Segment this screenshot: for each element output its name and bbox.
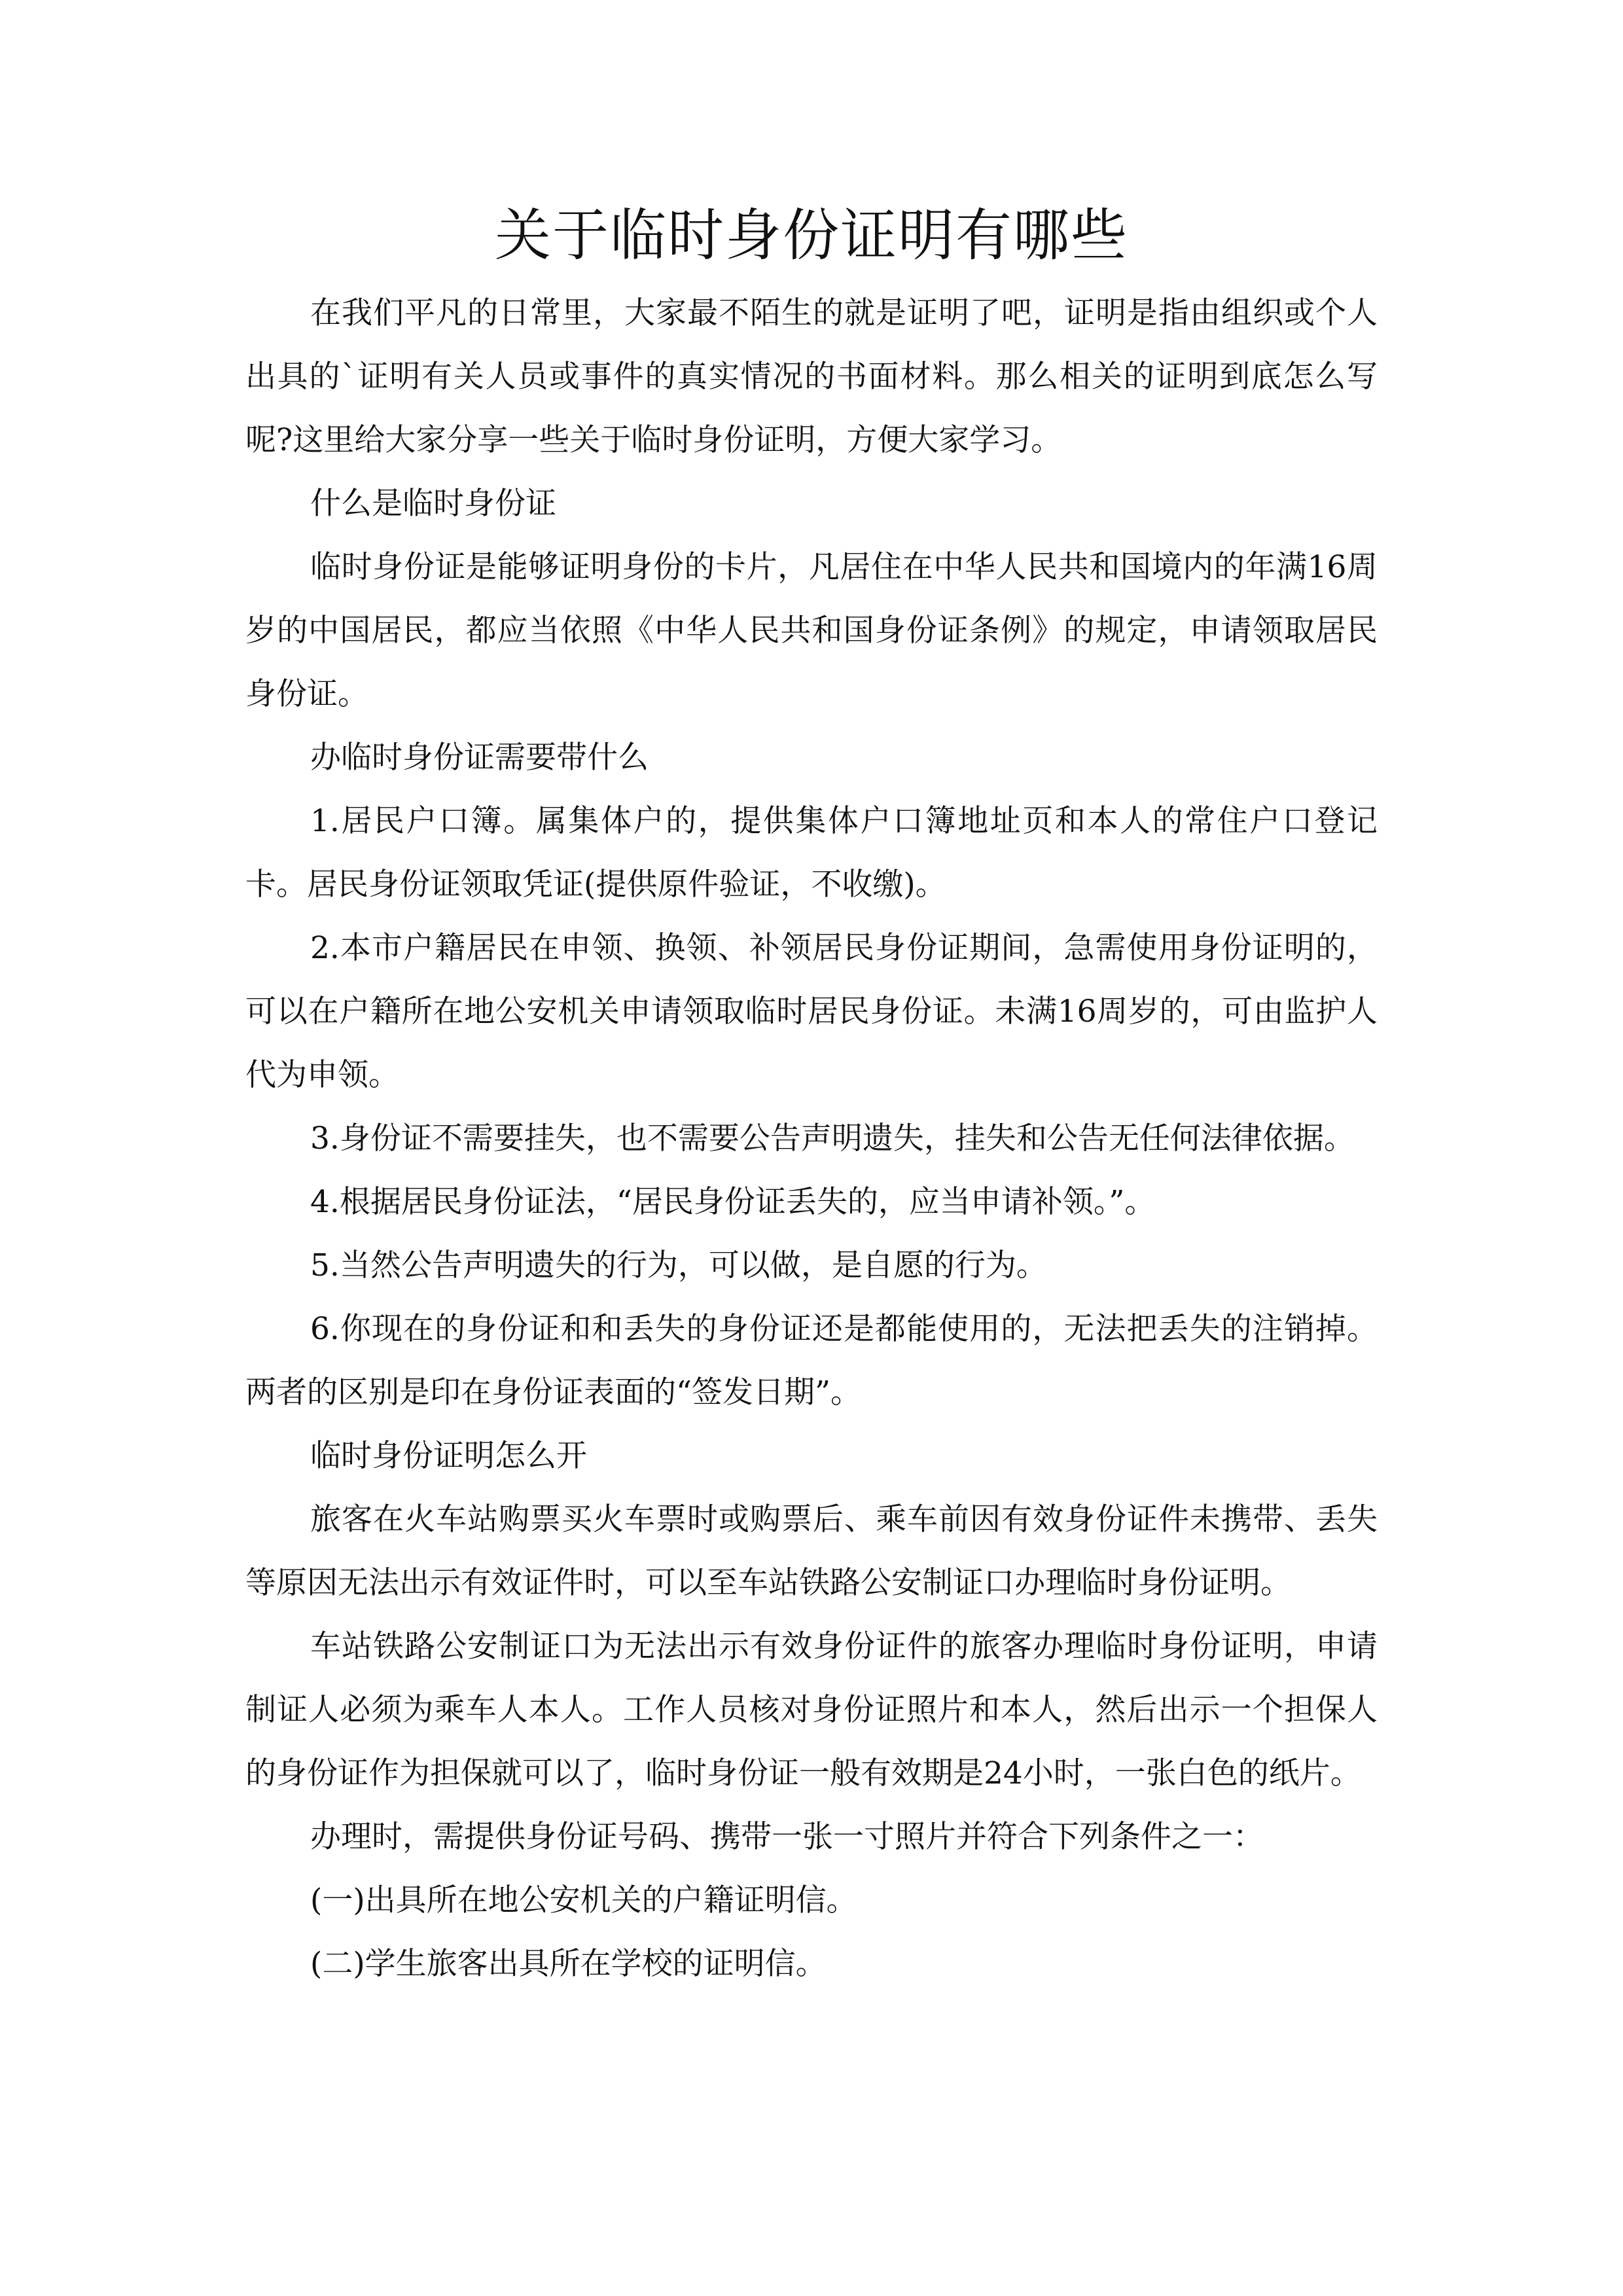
- list-item-3: 3.身份证不需要挂失，也不需要公告声明遗失，挂失和公告无任何法律依据。: [310, 1121, 1355, 1157]
- paragraph-procedure: 车站铁路公安制证口为无法出示有效身份证件的旅客办理临时身份证明，申请制证人必须为乘车人本人。工作人员核对身份证照片和本人，然后出示一个担保人的身份证作为担保就可以了，临时身份证一般有效期是24小时，一张白色的纸片。: [245, 1628, 1378, 1791]
- section-heading-what-to-bring: 办临时身份证需要带什么: [310, 740, 649, 776]
- paragraph-definition: 临时身份证是能够证明身份的卡片，凡居住在中华人民共和国境内的年满16周岁的中国居民，都应当依照《中华人民共和国身份证条例》的规定，申请领取居民身份证。: [245, 549, 1378, 712]
- list-item-5: 5.当然公告声明遗失的行为，可以做，是自愿的行为。: [310, 1247, 1047, 1283]
- paragraph-requirements: 办理时，需提供身份证号码、携带一张一寸照片并符合下列条件之一：: [310, 1819, 1264, 1855]
- paragraph-train-station: 旅客在火车站购票买火车票时或购票后、乘车前因有效身份证件未携带、丢失等原因无法出示有效证件时，可以至车站铁路公安制证口办理临时身份证明。: [245, 1501, 1378, 1601]
- list-item-2: 2.本市户籍居民在申领、换领、补领居民身份证期间，急需使用身份证明的，可以在户籍所在地公安机关申请领取临时居民身份证。未满16周岁的，可由监护人代为申领。: [245, 930, 1378, 1093]
- list-item-4: 4.根据居民身份证法，“居民身份证丢失的，应当申请补领。”。: [310, 1184, 1156, 1220]
- condition-item-1: (一)出具所在地公安机关的户籍证明信。: [310, 1882, 857, 1918]
- list-item-6: 6.你现在的身份证和和丢失的身份证还是都能使用的，无法把丢失的注销掉。两者的区别是印在身份证表面的“签发日期”。: [245, 1311, 1378, 1410]
- document-title: 关于临时身份证明有哪些: [495, 203, 1128, 268]
- condition-item-2: (二)学生旅客出具所在学校的证明信。: [310, 1946, 827, 1982]
- document-body: [245, 281, 1378, 1996]
- paragraph-intro: 在我们平凡的日常里，大家最不陌生的就是证明了吧，证明是指由组织或个人出具的`证明有关人员或事件的真实情况的书面材料。那么相关的证明到底怎么写呢?这里给大家分享一些关于临时身份证明，方便大家学习。: [245, 295, 1378, 458]
- list-item-1: 1.居民户口簿。属集体户的，提供集体户口簿地址页和本人的常住户口登记卡。居民身份证领取凭证(提供原件验证，不收缴)。: [245, 803, 1378, 903]
- section-heading-how-to-get: 临时身份证明怎么开: [310, 1438, 587, 1474]
- section-heading-what-is: 什么是临时身份证: [310, 486, 556, 522]
